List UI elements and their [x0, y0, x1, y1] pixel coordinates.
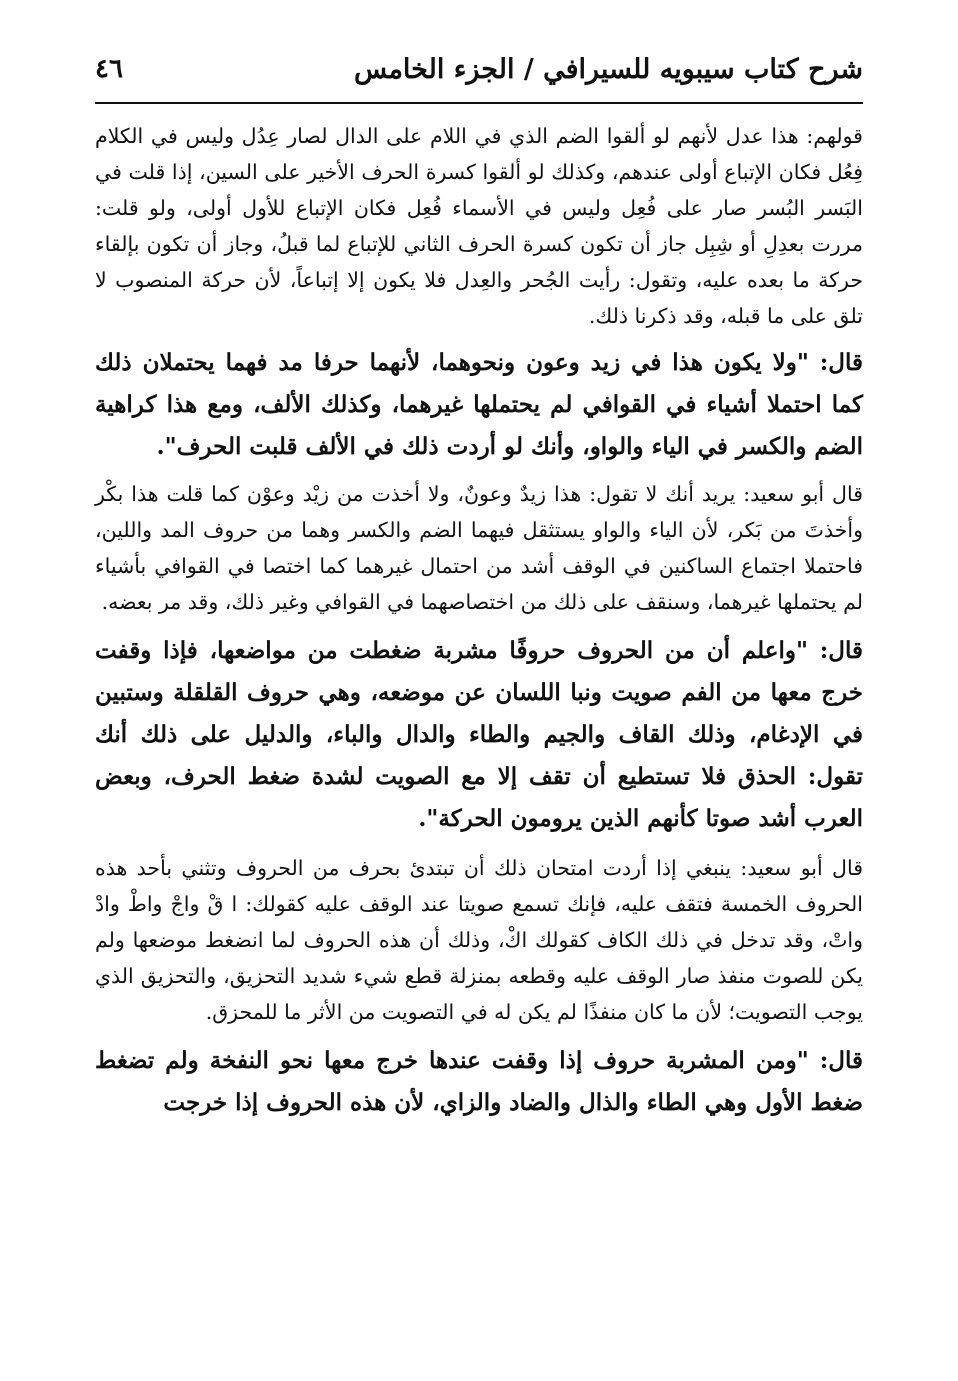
- running-title: شرح كتاب سيبويه للسيرافي / الجزء الخامس: [354, 54, 863, 85]
- paragraph-commentary: قال أبو سعيد: يريد أنك لا تقول: هذا زيدٌ وعونٌ، ولا أخذت من زيْد وعوْن كما قلت هذا بكْر وأخذتَ من بَكر، لأن الياء والواو يستثقل فيهما الضم والكسر وهما من حروف المد واللين، فاحتملا اجتماع الساكنين في الوقف أشد من احتمال غيرهما كما اختصا في القوافي بأشياء لم يحتملها غيرهما، وسنقف على ذلك من اختصاصهما في القوافي وغير ذلك، وقد مر بعضه.: [95, 482, 863, 614]
- paragraph-quote: قال: "ولا يكون هذا في زيد وعون ونحوهما، لأنهما حرفا مد فهما يحتملان ذلك كما احتملا أشياء في القوافي لم يحتملها غيرهما، وكذلك الألف، ومع هذا كراهية الضم والكسر في الياء والواو، وأنك لو أردت ذلك في الألف قلبت الحرف".: [95, 349, 863, 460]
- paragraph-commentary: قولهم: هذا عدل لأنهم لو ألقوا الضم الذي في اللام على الدال لصار عِدُل وليس في الكلام فِعُل فكان الإتباع أولى عندهم، وكذلك لو ألقوا كسرة الحرف الأخير على السين، إذا قلت في البَسر البُسر صار على فُعِل وليس في الأسماء فُعِل فكان الإتباع للأول أولى، ولو قلت: مررت بعدِلِ أو شِبِل جاز أن تكون كسرة الحرف الثاني للإتباع لما قبلُ، وجاز أن تكون بإلقاء حركة ما بعده عليه، وتقول: رأيت الجُحر والعِدل فلا يكون إلا إتباعاً، لأن حركة المنصوب لا تلق على ما قبله، وقد ذكرنا ذلك.: [95, 124, 863, 328]
- paragraph-commentary: قال أبو سعيد: ينبغي إذا أردت امتحان ذلك أن تبتدئ بحرف من الحروف وتثني بأحد هذه الحروف الخمسة فتقف عليه، فإنك تسمع صويتا عند الوقف عليه كقولك: ا قْ واجْ واطْ وادْ واتْ، وقد تدخل في ذلك الكاف كقولك اكْ، وذلك أن هذه الحروف لما انضغط موضعها ولم يكن للصوت منفذ صار الوقف عليه وقطعه بمنزلة قطع شيء شديد التحزيق، والتحزيق الذي يوجب التصويت؛ لأن ما كان منفذًا لم يكن له في التصويت من الأثر ما للمحزق.: [95, 856, 863, 1024]
- page-header: [95, 52, 863, 100]
- page-number: ٤٦: [95, 54, 123, 84]
- page-body: [95, 118, 863, 1124]
- paragraph-quote: قال: "ومن المشربة حروف إذا وقفت عندها خرج معها نحو النفخة ولم تضغط ضغط الأول وهي الطاء والذال والضاد والزاي، لأن هذه الحروف إذا خرجت: [95, 1047, 863, 1116]
- header-divider: [95, 102, 863, 104]
- paragraph-quote: قال: "واعلم أن من الحروف حروفًا مشربة ضغطت من مواضعها، فإذا وقفت خرج معها من الفم صويت ونبا اللسان عن موضعه، وهي حروف القلقلة وستبين في الإدغام، وذلك القاف والجيم والطاء والدال والباء، والدليل على ذلك أنك تقول: الحذق فلا تستطيع أن تقف إلا مع الصويت لشدة ضغط الحرف، وبعض العرب أشد صوتا كأنهم الذين يرومون الحركة".: [95, 637, 863, 832]
